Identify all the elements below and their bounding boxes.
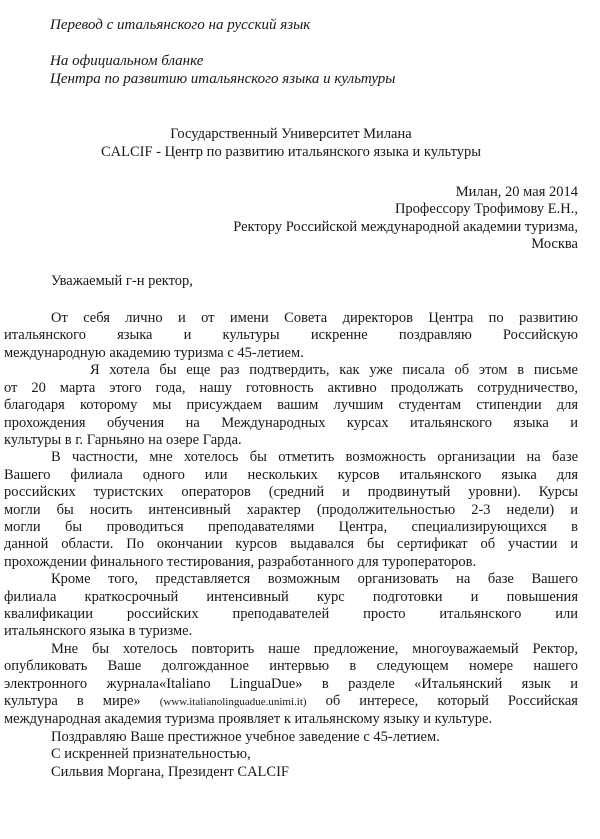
body-text-line: могли бы проводиться преподавателями Центра, специализирующихся в — [4, 518, 578, 535]
body-text-line: культуры в г. Гарньяно на озере Гарда. — [4, 431, 242, 448]
body-text-line: филиала краткосрочный интенсивный курс подготовки и повышения — [4, 588, 578, 605]
body-text-line: От себя лично и от имени Совета директоров Центра по развитию — [51, 310, 578, 327]
text-segment: об интересе, который Российская — [306, 693, 578, 709]
journal-url-text: (www.italianolinguadue.unimi.it) — [159, 696, 307, 708]
closing-line: Поздравляю Ваше престижное учебное заведение с 45-летием. — [51, 728, 440, 745]
salutation: Уважаемый г-н ректор, — [51, 272, 193, 289]
letterhead-note — [4, 53, 578, 88]
recipient-line: Ректору Российской международной академии туризма, — [233, 218, 578, 235]
body-text-line: российских туристских операторов (средний и продвинутый уровни). Курсы — [4, 484, 578, 501]
body-text-line — [4, 693, 578, 711]
recipient-line: Москва — [531, 236, 578, 253]
body-paragraph-cooperation — [4, 362, 578, 449]
body-paragraph-congratulation — [4, 310, 578, 362]
body-text-line: благодаря которому мы присуждаем вашим лучшим студентам стипендии для — [4, 397, 578, 414]
body-paragraph-interview — [4, 641, 578, 729]
body-text-line: международную академию туризма с 45-летием. — [4, 344, 304, 361]
body-paragraph-courses — [4, 449, 578, 571]
org-header-line: CALCIF - Центр по развитию итальянского языка и культуры — [100, 143, 482, 160]
body-text-line: международная академия туризма проявляет к итальянскому языку и культуре. — [4, 711, 493, 728]
closing-line: С искренней признательностью, — [51, 746, 251, 763]
org-header-line: Государственный Университет Милана — [170, 126, 412, 143]
body-text-line: квалификации российских преподавателей просто итальянского или — [4, 605, 578, 622]
recipient-line: Милан, 20 мая 2014 — [455, 184, 578, 201]
body-text-line: могли бы носить интенсивный характер (продолжительностью 2-3 недели) и — [4, 501, 578, 518]
text-segment: культура в мире» — [4, 693, 160, 709]
closing-line: Сильвия Моргана, Президент CALCIF — [51, 763, 289, 780]
body-text-line: Вашего филиала одного или нескольких курсов итальянского языка для — [4, 466, 578, 483]
body-text-line: Я хотела бы еще раз подтвердить, как уже писала об этом в письме — [90, 362, 578, 379]
letterhead-note-line: Центра по развитию итальянского языка и культуры — [50, 70, 396, 87]
translator-note — [4, 17, 578, 34]
body-text-line: итальянского языка и культуры искренне поздравляю Российскую — [4, 327, 578, 344]
body-text-line: прохождении финального тестирования, разработанного для туроператоров. — [4, 553, 477, 570]
body-text-line: Мне бы хотелось повторить наше предложение, многоуважаемый Ректор, — [51, 640, 578, 657]
body-text-line: итальянского языка в туризме. — [4, 623, 193, 640]
body-text-line: опубликовать Ваше долгожданное интервью в следующем номере нашего — [4, 658, 578, 675]
recipient-block — [4, 184, 578, 254]
body-text-line: электронного журнала«Italiano LinguaDue» в разделе «Итальянский язык и — [4, 675, 578, 692]
body-text-line: от 20 марта этого года, нашу готовность активно продолжать сотрудничество, — [4, 379, 578, 396]
body-text-line: прохождения обучения на Международных курсах итальянского языка и — [4, 414, 578, 431]
body-text-line: Кроме того, представляется возможным организовать на базе Вашего — [51, 571, 578, 588]
translator-note-line: Перевод с итальянского на русский язык — [50, 17, 311, 33]
closing-block — [4, 729, 578, 781]
letterhead-note-line: На официальном бланке — [50, 53, 204, 70]
body-text-line: данной области. По окончании курсов выдавался бы сертификат об участии и — [4, 536, 578, 553]
body-paragraph-teacher-training — [4, 571, 578, 641]
org-header — [4, 126, 578, 161]
body-text-line: В частности, мне хотелось бы отметить возможность организации на базе — [51, 449, 578, 466]
recipient-line: Профессору Трофимову Е.Н., — [394, 201, 578, 218]
